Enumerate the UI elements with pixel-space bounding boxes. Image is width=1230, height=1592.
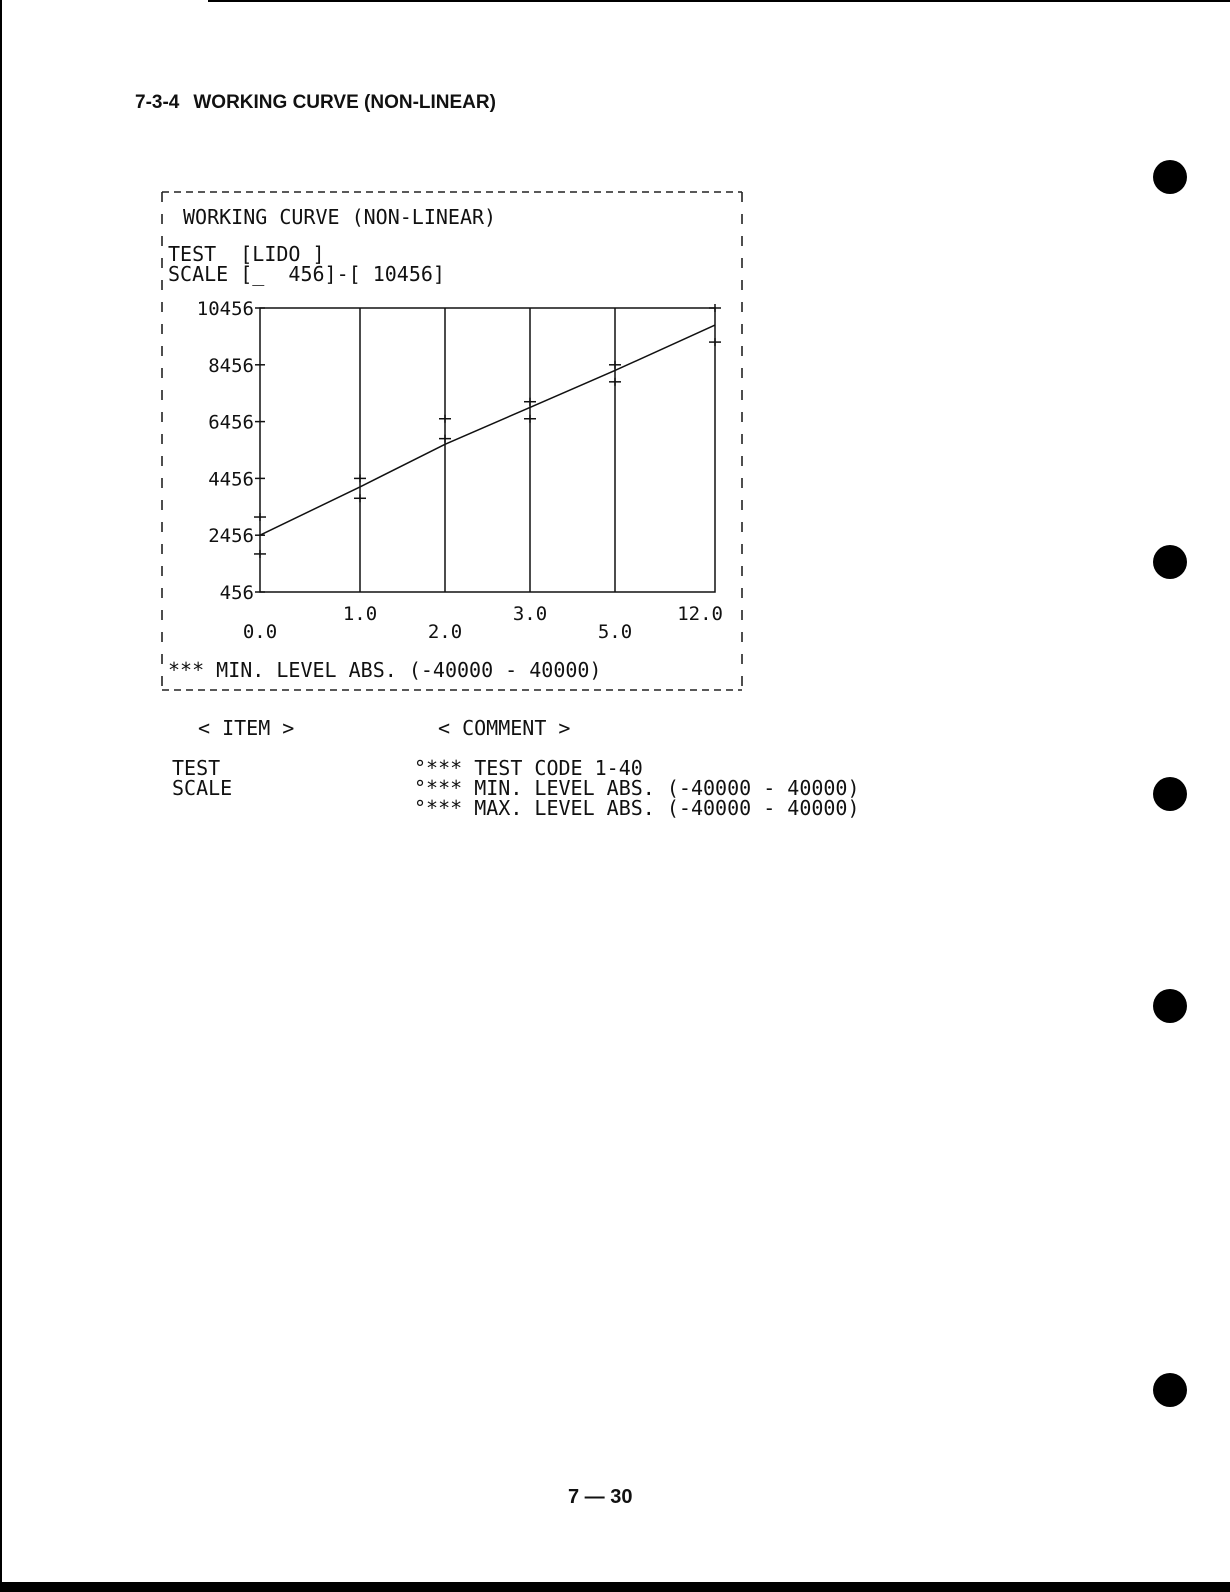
legend-item-test: TEST <box>172 756 221 780</box>
page-edge-top <box>208 0 1230 2</box>
working-curve-line <box>260 325 715 535</box>
x-tick-label: 12.0 <box>677 603 723 625</box>
binder-hole <box>1153 1373 1187 1407</box>
legend-comment-min-level: °*** MIN. LEVEL ABS. (-40000 - 40000) <box>414 776 860 800</box>
test-line: TEST [LIDO ] <box>168 242 325 266</box>
item-header: < ITEM > <box>198 716 295 740</box>
y-tick-label: 456 <box>219 582 254 604</box>
x-tick-label: 2.0 <box>427 621 463 643</box>
binder-hole <box>1153 777 1187 811</box>
scale-line: SCALE [_ 456]-[ 10456] <box>168 262 445 286</box>
section-heading <box>135 92 510 114</box>
binder-hole <box>1153 989 1187 1023</box>
comment-header: < COMMENT > <box>438 716 571 740</box>
x-tick-label: 0.0 <box>242 621 278 643</box>
y-tick-label: 8456 <box>208 354 254 377</box>
x-tick-label: 1.0 <box>342 603 378 625</box>
working-curve-chart <box>160 290 723 650</box>
y-tick-label: 10456 <box>196 298 254 320</box>
legend-item-scale: SCALE <box>172 776 233 800</box>
binder-hole <box>1153 160 1187 194</box>
binder-hole <box>1153 545 1187 579</box>
plot-frame <box>260 308 715 592</box>
page-number: 7 — 30 <box>568 1486 633 1508</box>
section-number: 7-3-4 <box>135 92 180 113</box>
page-edge-left <box>0 0 2 1592</box>
section-title: WORKING CURVE (NON-LINEAR) <box>193 92 496 113</box>
x-tick-label: 3.0 <box>512 603 548 625</box>
screen-title: WORKING CURVE (NON-LINEAR) <box>183 205 497 229</box>
y-tick-label: 2456 <box>208 525 254 548</box>
legend-comment-max-level: °*** MAX. LEVEL ABS. (-40000 - 40000) <box>414 796 860 820</box>
y-tick-label: 4456 <box>208 468 254 491</box>
x-tick-label: 5.0 <box>597 621 633 643</box>
y-tick-label: 6456 <box>208 411 254 434</box>
page-edge-bottom <box>0 1582 1230 1592</box>
screen-footer: *** MIN. LEVEL ABS. (-40000 - 40000) <box>168 658 602 682</box>
legend-comment-test-code: °*** TEST CODE 1-40 <box>414 756 643 780</box>
